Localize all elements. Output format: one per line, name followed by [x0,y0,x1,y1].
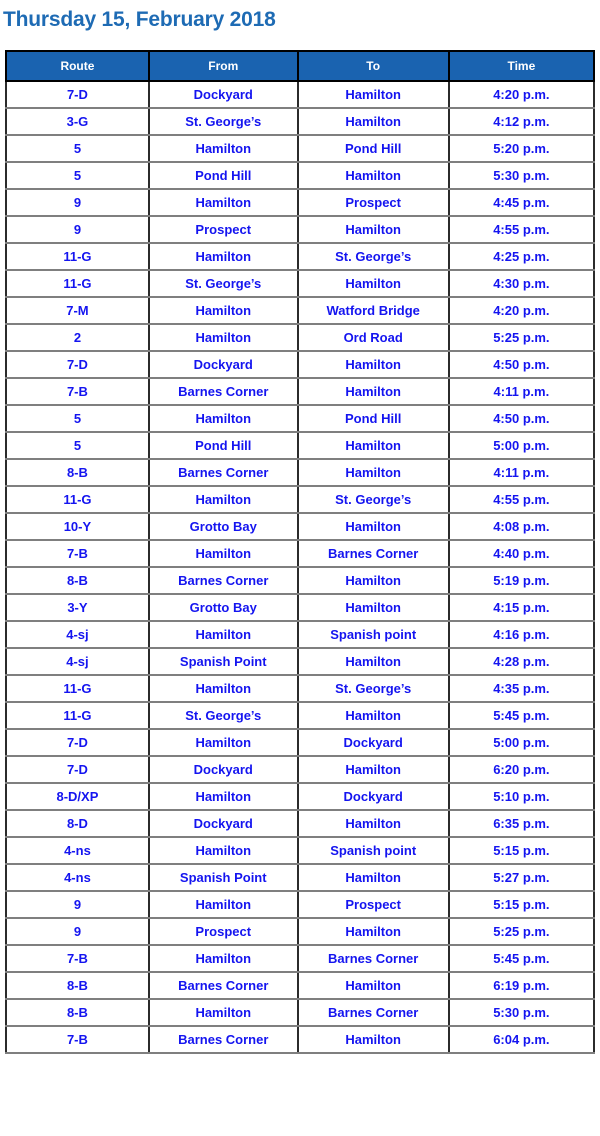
cell-from: Barnes Corner [149,459,298,486]
cell-time: 5:20 p.m. [449,135,594,162]
header-row [6,51,594,81]
cell-route: 11-G [6,675,149,702]
cell-route: 11-G [6,486,149,513]
cell-to: St. George’s [298,675,449,702]
cell-time: 5:30 p.m. [449,999,594,1026]
table-row [6,486,594,513]
cell-route: 7-B [6,540,149,567]
schedule-table [5,50,595,1054]
table-row [6,864,594,891]
cell-route: 4-ns [6,837,149,864]
cell-time: 6:04 p.m. [449,1026,594,1053]
cell-time: 4:45 p.m. [449,189,594,216]
cell-to: Hamilton [298,810,449,837]
cell-route: 3-Y [6,594,149,621]
cell-route: 7-M [6,297,149,324]
cell-from: Prospect [149,216,298,243]
cell-route: 7-D [6,729,149,756]
cell-to: Hamilton [298,351,449,378]
cell-from: Pond Hill [149,432,298,459]
cell-to: Hamilton [298,216,449,243]
cell-from: Hamilton [149,999,298,1026]
cell-to: Hamilton [298,378,449,405]
table-row [6,81,594,108]
cell-from: St. George’s [149,270,298,297]
table-row [6,270,594,297]
cell-time: 5:15 p.m. [449,837,594,864]
cell-time: 4:08 p.m. [449,513,594,540]
cell-route: 8-B [6,567,149,594]
cell-from: Barnes Corner [149,378,298,405]
cell-route: 11-G [6,702,149,729]
column-header-from: From [149,51,298,81]
cell-time: 5:45 p.m. [449,945,594,972]
table-row [6,891,594,918]
cell-route: 5 [6,162,149,189]
cell-from: Grotto Bay [149,594,298,621]
cell-route: 11-G [6,270,149,297]
table-row [6,324,594,351]
cell-to: Pond Hill [298,405,449,432]
cell-time: 5:15 p.m. [449,891,594,918]
cell-time: 6:19 p.m. [449,972,594,999]
cell-to: Hamilton [298,459,449,486]
cell-from: Hamilton [149,486,298,513]
cell-to: Pond Hill [298,135,449,162]
cell-from: Grotto Bay [149,513,298,540]
cell-to: Hamilton [298,108,449,135]
cell-time: 5:30 p.m. [449,162,594,189]
table-row [6,189,594,216]
cell-time: 5:10 p.m. [449,783,594,810]
table-row [6,540,594,567]
cell-from: Hamilton [149,135,298,162]
cell-to: St. George’s [298,243,449,270]
cell-time: 4:12 p.m. [449,108,594,135]
cell-from: Spanish Point [149,864,298,891]
cell-to: Barnes Corner [298,945,449,972]
table-row [6,702,594,729]
table-row [6,351,594,378]
column-header-time: Time [449,51,594,81]
cell-to: Prospect [298,891,449,918]
table-row [6,918,594,945]
table-row [6,459,594,486]
cell-time: 4:35 p.m. [449,675,594,702]
cell-from: Hamilton [149,945,298,972]
cell-from: Dockyard [149,81,298,108]
cell-to: Hamilton [298,567,449,594]
cell-route: 4-ns [6,864,149,891]
cell-from: Dockyard [149,351,298,378]
cell-route: 4-sj [6,621,149,648]
cell-from: Hamilton [149,621,298,648]
cell-time: 4:55 p.m. [449,216,594,243]
table-row [6,675,594,702]
cell-route: 9 [6,189,149,216]
cell-from: Hamilton [149,675,298,702]
cell-from: Hamilton [149,297,298,324]
table-row [6,837,594,864]
table-row [6,243,594,270]
cell-route: 9 [6,216,149,243]
page-title: Thursday 15, February 2018 [3,8,276,31]
cell-from: St. George’s [149,108,298,135]
cell-route: 5 [6,405,149,432]
cell-time: 4:50 p.m. [449,351,594,378]
cell-time: 4:30 p.m. [449,270,594,297]
cell-from: Hamilton [149,540,298,567]
cell-to: Hamilton [298,972,449,999]
cell-route: 7-D [6,351,149,378]
cell-from: Hamilton [149,324,298,351]
table-row [6,405,594,432]
cell-to: Watford Bridge [298,297,449,324]
column-header-to: To [298,51,449,81]
cell-route: 4-sj [6,648,149,675]
cell-time: 5:19 p.m. [449,567,594,594]
cell-time: 5:25 p.m. [449,918,594,945]
cell-from: Hamilton [149,189,298,216]
cell-to: Barnes Corner [298,540,449,567]
cell-time: 4:55 p.m. [449,486,594,513]
cell-time: 5:27 p.m. [449,864,594,891]
table-row [6,567,594,594]
table-row [6,378,594,405]
cell-route: 8-D [6,810,149,837]
table-row [6,108,594,135]
cell-from: Pond Hill [149,162,298,189]
cell-to: Hamilton [298,513,449,540]
cell-from: Barnes Corner [149,972,298,999]
cell-from: Spanish Point [149,648,298,675]
cell-time: 4:16 p.m. [449,621,594,648]
cell-time: 4:50 p.m. [449,405,594,432]
cell-to: Dockyard [298,729,449,756]
table-row [6,1026,594,1053]
cell-from: Prospect [149,918,298,945]
cell-route: 7-D [6,81,149,108]
cell-time: 4:28 p.m. [449,648,594,675]
cell-to: Dockyard [298,783,449,810]
cell-from: Hamilton [149,891,298,918]
cell-to: Spanish point [298,837,449,864]
cell-to: Prospect [298,189,449,216]
cell-from: Hamilton [149,837,298,864]
table-row [6,216,594,243]
cell-from: Hamilton [149,405,298,432]
table-row [6,513,594,540]
cell-time: 6:20 p.m. [449,756,594,783]
cell-time: 4:20 p.m. [449,297,594,324]
column-header-route: Route [6,51,149,81]
cell-from: Hamilton [149,783,298,810]
cell-route: 8-B [6,999,149,1026]
cell-route: 10-Y [6,513,149,540]
cell-route: 3-G [6,108,149,135]
cell-to: Hamilton [298,918,449,945]
cell-from: Hamilton [149,243,298,270]
cell-time: 5:00 p.m. [449,432,594,459]
cell-from: St. George’s [149,702,298,729]
cell-to: Hamilton [298,648,449,675]
cell-to: Hamilton [298,594,449,621]
cell-to: Hamilton [298,702,449,729]
table-row [6,432,594,459]
table-row [6,135,594,162]
cell-to: Barnes Corner [298,999,449,1026]
table-row [6,297,594,324]
table-row [6,999,594,1026]
cell-time: 5:00 p.m. [449,729,594,756]
table-row [6,621,594,648]
cell-route: 8-D/XP [6,783,149,810]
cell-from: Barnes Corner [149,1026,298,1053]
cell-route: 8-B [6,972,149,999]
cell-to: Ord Road [298,324,449,351]
table-row [6,810,594,837]
cell-time: 6:35 p.m. [449,810,594,837]
cell-route: 7-B [6,378,149,405]
cell-from: Hamilton [149,729,298,756]
cell-time: 4:11 p.m. [449,378,594,405]
table-row [6,783,594,810]
table-row [6,162,594,189]
cell-time: 5:45 p.m. [449,702,594,729]
cell-to: Hamilton [298,270,449,297]
cell-route: 5 [6,135,149,162]
cell-route: 9 [6,891,149,918]
cell-to: Hamilton [298,432,449,459]
cell-from: Barnes Corner [149,567,298,594]
cell-route: 9 [6,918,149,945]
cell-to: Hamilton [298,756,449,783]
cell-route: 2 [6,324,149,351]
cell-to: Hamilton [298,162,449,189]
table-body [6,81,594,1053]
cell-route: 5 [6,432,149,459]
cell-route: 11-G [6,243,149,270]
table-row [6,594,594,621]
cell-route: 7-D [6,756,149,783]
table-row [6,648,594,675]
cell-from: Dockyard [149,810,298,837]
cell-to: St. George’s [298,486,449,513]
cell-to: Hamilton [298,81,449,108]
cell-time: 5:25 p.m. [449,324,594,351]
cell-time: 4:11 p.m. [449,459,594,486]
table-row [6,945,594,972]
table-row [6,972,594,999]
table-row [6,756,594,783]
cell-to: Spanish point [298,621,449,648]
cell-from: Dockyard [149,756,298,783]
table-row [6,729,594,756]
cell-route: 7-B [6,1026,149,1053]
cell-time: 4:15 p.m. [449,594,594,621]
cell-time: 4:20 p.m. [449,81,594,108]
cell-route: 8-B [6,459,149,486]
cell-time: 4:40 p.m. [449,540,594,567]
cell-time: 4:25 p.m. [449,243,594,270]
cell-to: Hamilton [298,1026,449,1053]
cell-route: 7-B [6,945,149,972]
cell-to: Hamilton [298,864,449,891]
